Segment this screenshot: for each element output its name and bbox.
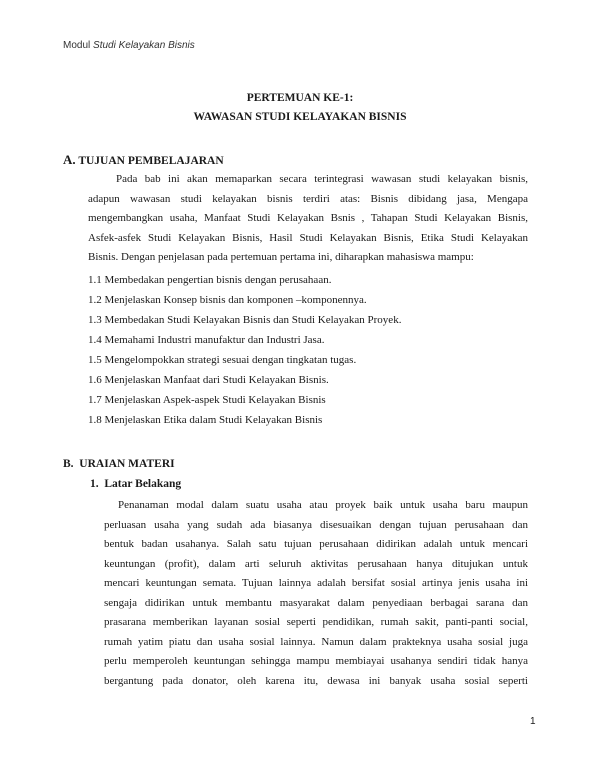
body-line: sengaja didirikan untuk membantu masyarakat dalam penyediaan berbagai sarana dan — [104, 596, 528, 609]
objective-item: 1.1 Membedakan pengertian bisnis dengan perusahaan. — [88, 274, 332, 286]
body-line: perlu memperoleh keuntungan sehingga mampu membiayai usahanya sendiri tidak hanya — [104, 655, 528, 667]
section-a-letter: A. — [63, 152, 76, 167]
subsection-title: Latar Belakang — [104, 478, 182, 490]
body-line: rumah yatim piatu dan usaha sosial lainnya. Namun dalam prakteknya usaha sosial juga — [104, 635, 528, 648]
section-b-heading — [63, 458, 175, 470]
latar-belakang-body — [104, 496, 528, 691]
objective-item: 1.3 Membedakan Studi Kelayakan Bisnis dan Studi Kelayakan Proyek. — [88, 314, 402, 326]
section-a-intro — [88, 170, 528, 268]
body-line: perluasan usaha yang sudah ada biasanya disesuaikan dengan tujuan perusahaan dan — [104, 518, 528, 531]
header-module-title: Studi Kelayakan Bisnis — [93, 40, 195, 51]
chapter-title: PERTEMUAN KE-1: — [246, 92, 354, 104]
objective-item: 1.7 Menjelaskan Aspek-aspek Studi Kelayakan Bisnis — [88, 394, 326, 406]
body-line: keuntungan (profit), dalam arti seluruh aktivitas perusahaan hanya ditujukan untuk — [104, 557, 528, 570]
intro-line: adapun wawasan studi kelayakan bisnis terdiri atas: Bisnis dibidang jasa, Mengapa — [88, 192, 528, 205]
section-a-title: TUJUAN PEMBELAJARAN — [78, 155, 224, 167]
subsection-number: 1. — [90, 478, 99, 490]
subsection-heading — [90, 478, 181, 490]
body-line: mencari keuntungan semata. Tujuan lainnya adalah bersifat sosial artinya jenis usaha ini — [104, 577, 528, 589]
body-line: bergantung pada donator, oleh karena itu, dewasa ini banyak usaha sosial seperti — [104, 674, 528, 687]
header-prefix: Modul — [63, 40, 91, 51]
objective-item: 1.5 Mengelompokkan strategi sesuai dengan tingkatan tugas. — [88, 354, 357, 366]
running-header — [63, 40, 195, 51]
objective-item: 1.8 Menjelaskan Etika dalam Studi Kelayakan Bisnis — [88, 414, 323, 426]
body-line: Penanaman modal dalam suatu usaha atau proyek baik untuk usaha baru maupun — [118, 499, 528, 511]
objective-item: 1.6 Menjelaskan Manfaat dari Studi Kelayakan Bisnis. — [88, 374, 329, 386]
objective-item: 1.4 Memahami Industri manufaktur dan Industri Jasa. — [88, 334, 325, 346]
body-line: prasarana memberikan layanan sosial seperti pendidikan, rumah sakit, panti-panti social, — [104, 616, 528, 628]
section-a-heading — [63, 152, 224, 168]
intro-line: Bisnis. Dengan penjelasan pada pertemuan pertama ini, diharapkan mahasiswa mampu: — [88, 251, 474, 264]
intro-line: Pada bab ini akan memaparkan secara terintegrasi wawasan studi kelayakan bisnis, — [116, 173, 528, 185]
body-line: bentuk badan usahanya. Salah satu tujuan perusahaan didirikan adalah untuk mencari — [104, 538, 528, 550]
section-b-letter: B. — [63, 458, 74, 470]
objective-item: 1.2 Menjelaskan Konsep bisnis dan komponen –komponennya. — [88, 294, 367, 306]
chapter-subtitle: WAWASAN STUDI KELAYAKAN BISNIS — [193, 111, 407, 123]
page-number: 1 — [530, 716, 536, 727]
intro-line: mengembangkan usaha, Manfaat Studi Kelayakan Bsnis , Tahapan Studi Kelayakan Bisnis, — [88, 212, 528, 225]
objectives-list — [88, 270, 401, 430]
section-b-title: URAIAN MATERI — [79, 458, 175, 470]
intro-line: Asfek-asfek Studi Kelayakan Bisnis, Hasil Studi Kelayakan Bisnis, Etika Studi Kelayakan — [88, 231, 528, 244]
